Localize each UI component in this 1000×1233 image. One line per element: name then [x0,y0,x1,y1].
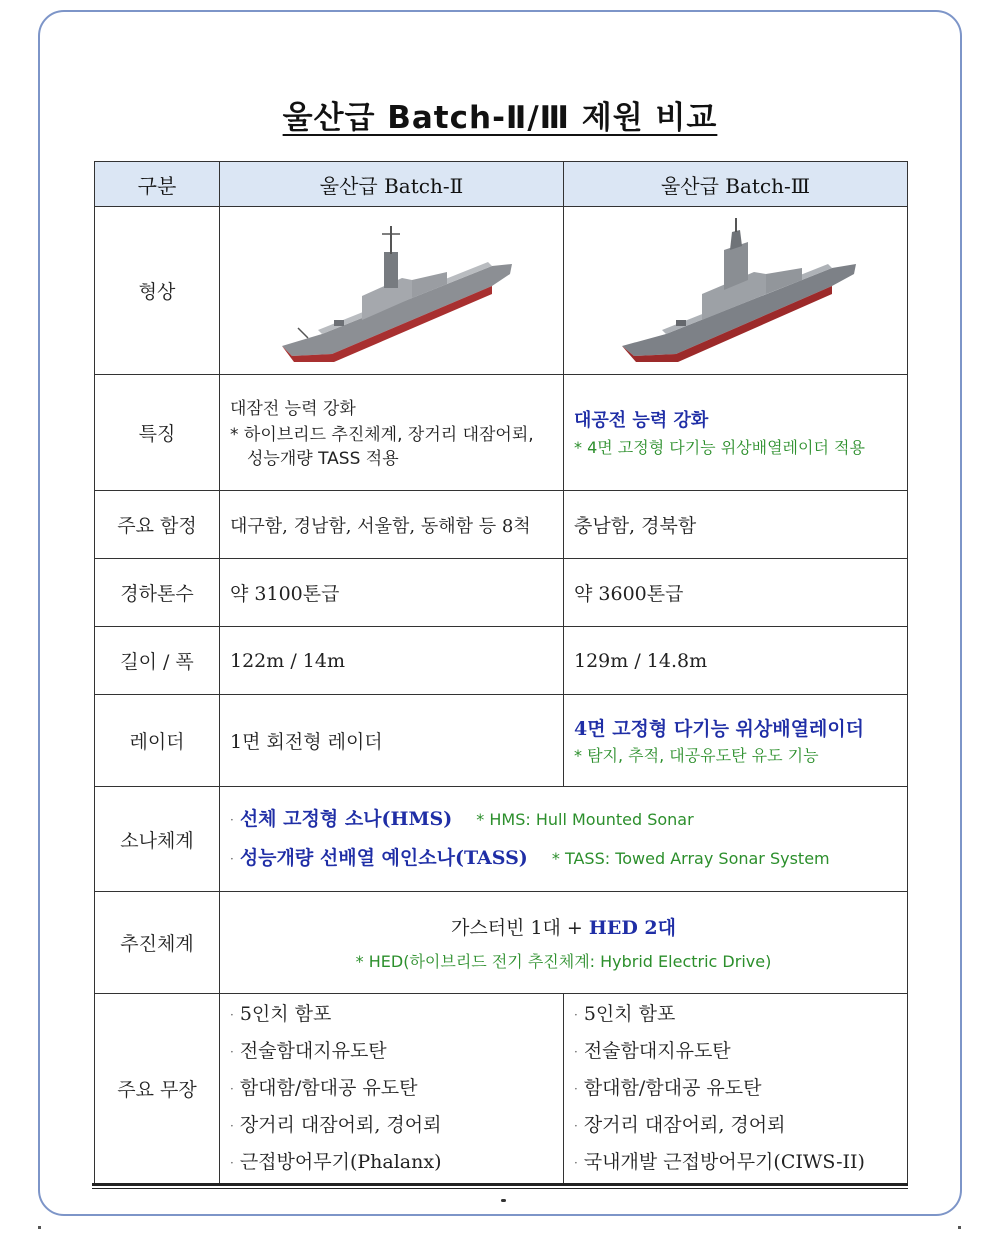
bottom-double-rule [92,1183,908,1189]
table-row-weapons [95,994,908,1184]
row-label-radar: 레이더 [95,695,220,787]
header-batch3: 울산급 Batch-Ⅲ [564,162,908,207]
list-item: · 5인치 함포 [230,1003,332,1025]
sonar-tass-note: * TASS: Towed Array Sonar System [551,849,830,868]
row-label-propulsion: 추진체계 [95,892,220,994]
page-title: 울산급 Batch-Ⅱ/Ⅲ 제원 비교 [282,100,718,136]
table-row-shape [95,207,908,375]
list-item: · 근접방어무기(Phalanx) [230,1151,442,1173]
table-header-row [95,162,908,207]
table-row-size [95,627,908,695]
row-label-sonar: 소나체계 [95,787,220,892]
ship-batch3-illustration [606,216,866,366]
list-item: · 5인치 함포 [574,1003,676,1025]
propulsion-note: * HED(하이브리드 전기 추진체계: Hybrid Electric Drive) [355,951,772,971]
radar-batch3-main: 4면 고정형 다기능 위상배열레이더 [574,718,865,740]
corner-mark-left [38,1226,41,1229]
sonar-details [220,787,908,892]
feature-batch3-main: 대공전 능력 강화 [574,410,709,431]
list-item: · 장거리 대잠어뢰, 경어뢰 [230,1114,442,1136]
ship-image-batch2 [220,207,564,375]
feature-batch3-note: * 4면 고정형 다기능 위상배열레이더 적용 [574,438,865,457]
list-item: · 장거리 대잠어뢰, 경어뢰 [574,1114,786,1136]
page-dot [501,1199,506,1202]
sonar-hms-note: * HMS: Hull Mounted Sonar [476,810,694,829]
weapons-batch2 [220,994,564,1184]
feature-batch2-note2: 성능개량 TASS 적용 [247,448,399,469]
size-batch2: 122m / 14m [220,627,564,695]
table-row-propulsion [95,892,908,994]
list-item: · 전술함대지유도탄 [574,1040,731,1062]
header-category: 구분 [95,162,220,207]
row-label-size: 길이 / 폭 [95,627,220,695]
sonar-tass-label: 성능개량 선배열 예인소나(TASS) [239,847,528,869]
sonar-item-tass: · 성능개량 선배열 예인소나(TASS) * TASS: Towed Array Sonar System [230,847,830,869]
ship-batch2-illustration [262,216,522,366]
list-item: · 전술함대지유도탄 [230,1040,387,1062]
list-item: · 함대함/함대공 유도탄 [230,1077,418,1099]
row-label-feature: 특징 [95,375,220,491]
feature-batch2 [220,375,564,491]
row-label-ships: 주요 함정 [95,491,220,559]
propulsion-main [220,909,907,947]
corner-mark-right [958,1226,961,1229]
propulsion-main-plain: 가스터빈 1대 + [450,916,589,939]
feature-batch3 [564,375,908,491]
table-row-tonnage [95,559,908,627]
row-label-tonnage: 경하톤수 [95,559,220,627]
radar-batch3 [564,695,908,787]
row-label-weapons: 주요 무장 [95,994,220,1184]
row-label-shape: 형상 [95,207,220,375]
radar-batch3-note: * 탐지, 추적, 대공유도탄 유도 기능 [574,746,819,765]
comparison-table [94,161,908,1184]
table-row-radar [95,695,908,787]
sonar-item-hms: · 선체 고정형 소나(HMS) * HMS: Hull Mounted Sonar [230,808,694,830]
ships-batch2: 대구함, 경남함, 서울함, 동해함 등 8척 [220,491,564,559]
feature-batch2-note1: * 하이브리드 추진체계, 장거리 대잠어뢰, [230,424,534,445]
table-row-feature [95,375,908,491]
table-row-sonar [95,787,908,892]
weapons-batch3 [564,994,908,1184]
propulsion-details [220,892,908,994]
table-row-ships [95,491,908,559]
tonnage-batch3: 약 3600톤급 [564,559,908,627]
sonar-hms-label: 선체 고정형 소나(HMS) [239,808,453,830]
ship-image-batch3 [564,207,908,375]
tonnage-batch2: 약 3100톤급 [220,559,564,627]
header-batch2: 울산급 Batch-Ⅱ [220,162,564,207]
list-item: · 국내개발 근접방어무기(CIWS-II) [574,1151,865,1173]
radar-batch2: 1면 회전형 레이더 [220,695,564,787]
feature-batch2-main: 대잠전 능력 강화 [230,398,356,419]
propulsion-main-bold: HED 2대 [588,916,676,939]
list-item: · 함대함/함대공 유도탄 [574,1077,762,1099]
size-batch3: 129m / 14.8m [564,627,908,695]
ships-batch3: 충남함, 경북함 [564,491,908,559]
